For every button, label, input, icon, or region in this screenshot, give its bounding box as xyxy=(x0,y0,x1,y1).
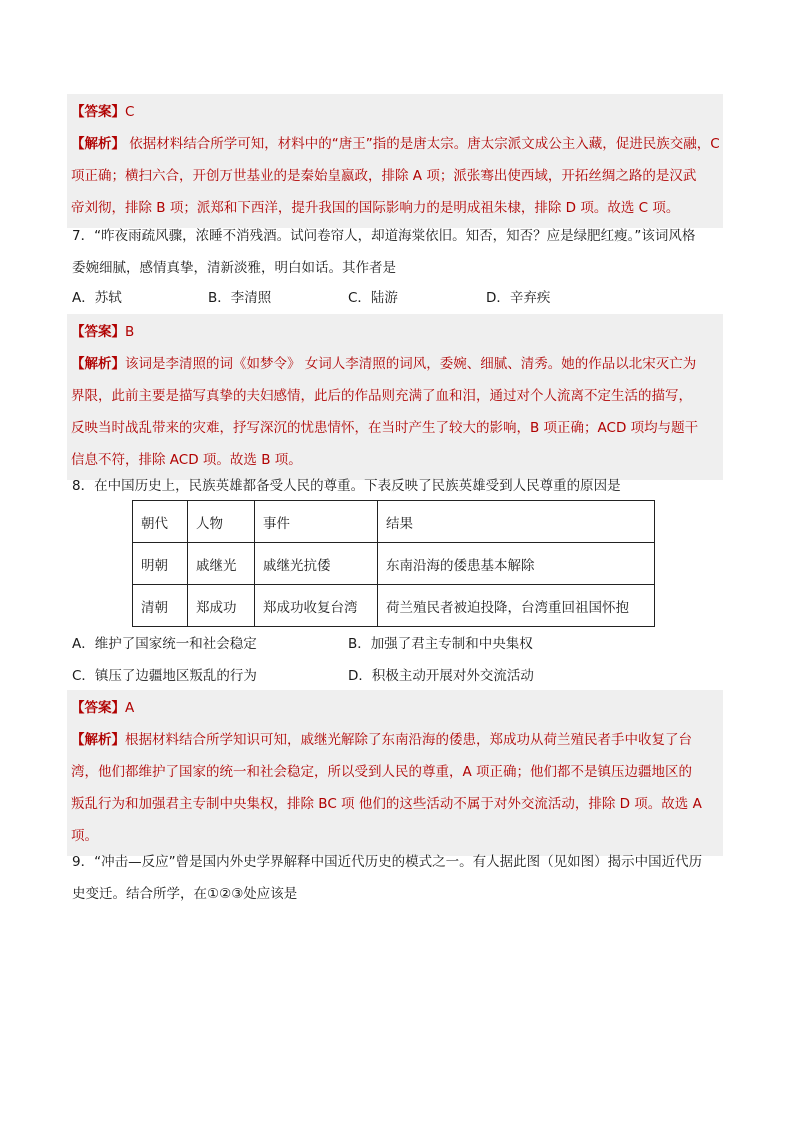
analysis-text: 根据材料结合所学知识可知，戚继光解除了东南沿海的倭患，郑成功从荷兰殖民者手中收复了台 xyxy=(125,732,692,748)
q7-analysis-line-3: 反映当时战乱带来的灾难，抒写深沉的忧患情怀，在当时产生了较大的影响，B 项正确；ACD 项均与题干 xyxy=(71,420,699,436)
q6-analysis-line-1 xyxy=(71,128,719,160)
table-row xyxy=(133,585,655,627)
q7-analysis-line-1 xyxy=(71,348,719,380)
table-cell: 东南沿海的倭患基本解除 xyxy=(378,543,655,585)
answer-tag: 【答案】 xyxy=(71,104,125,120)
q7-answer-line xyxy=(71,316,719,348)
answer-tag: 【答案】 xyxy=(71,700,125,716)
q7-stem xyxy=(72,220,724,284)
table-row xyxy=(133,543,655,585)
q6-answer-box xyxy=(67,94,723,228)
table-cell: 荷兰殖民者被迫投降，台湾重回祖国怀抱 xyxy=(378,585,655,627)
q6-analysis-line-2: 项正确；横扫六合，开创万世基业的是秦始皇嬴政，排除 A 项；派张骞出使西域，开拓丝绸之路的是汉武 xyxy=(71,168,697,184)
q8-stem-line: 8．在中国历史上，民族英雄都备受人民的尊重。下表反映了民族英雄受到人民尊重的原因是 xyxy=(72,478,621,494)
q7-answer-box xyxy=(67,314,723,480)
table-header-cell: 结果 xyxy=(378,501,655,543)
q8-table xyxy=(132,500,655,627)
q8-answer-line xyxy=(71,692,719,724)
q7-option-a[interactable]: A．苏轼 xyxy=(72,290,122,306)
answer-value: B xyxy=(125,324,135,340)
analysis-tag: 【解析】 xyxy=(71,732,125,748)
table-header-row xyxy=(133,501,655,543)
q8-stem xyxy=(72,470,724,502)
q7-stem-line-1: 7．“昨夜雨疏风骤，浓睡不消残酒。试问卷帘人，却道海棠依旧。知否，知否？应是绿肥红瘦。”该词风格 xyxy=(72,228,696,244)
q6-answer-line xyxy=(71,96,719,128)
q8-analysis-line-3: 叛乱行为和加强君主专制中央集权，排除 BC 项 他们的这些活动不属于对外交流活动，排除 D 项。故选 A xyxy=(71,796,702,812)
table-cell: 明朝 xyxy=(133,543,188,585)
q7-analysis-line-4: 信息不符，排除 ACD 项。故选 B 项。 xyxy=(71,452,302,468)
q8-analysis-line-4: 项。 xyxy=(71,828,98,844)
q8-options-row-1 xyxy=(72,628,724,660)
q7-analysis-line-2: 界限，此前主要是描写真挚的夫妇感情，此后的作品则充满了血和泪，通过对个人流离不定生活的描写， xyxy=(71,388,692,404)
table-header-cell: 人物 xyxy=(188,501,255,543)
analysis-text: 该词是李清照的词《如梦令》 女词人李清照的词风，委婉、细腻、清秀。她的作品以北宋灭亡为 xyxy=(125,356,697,372)
q8-option-a[interactable]: A．维护了国家统一和社会稳定 xyxy=(72,636,257,652)
answer-tag: 【答案】 xyxy=(71,324,125,340)
q7-option-c[interactable]: C．陆游 xyxy=(348,290,398,306)
q7-option-b[interactable]: B．李清照 xyxy=(208,290,272,306)
q7-stem-line-2: 委婉细腻，感情真挚，清新淡雅，明白如话。其作者是 xyxy=(72,260,396,276)
table-cell: 郑成功收复台湾 xyxy=(255,585,378,627)
q8-answer-box xyxy=(67,690,723,856)
q8-analysis-line-2: 湾，他们都维护了国家的统一和社会稳定，所以受到人民的尊重，A 项正确；他们都不是镇压边疆地区的 xyxy=(71,764,693,780)
table-header-cell: 事件 xyxy=(255,501,378,543)
answer-value: C xyxy=(125,104,135,120)
q7-options xyxy=(72,282,724,314)
analysis-tag: 【解析】 xyxy=(71,136,125,152)
q8-option-d[interactable]: D．积极主动开展对外交流活动 xyxy=(348,668,534,684)
q9-stem-line-1: 9．“冲击—反应”曾是国内外史学界解释中国近代历史的模式之一。有人据此图（见如图）揭示中国近代历 xyxy=(72,854,703,870)
q6-analysis-line-3: 帝刘彻，排除 B 项；派郑和下西洋，提升我国的国际影响力的是明成祖朱棣，排除 D 项。故选 C 项。 xyxy=(71,200,680,216)
table-header-cell: 朝代 xyxy=(133,501,188,543)
table-cell: 戚继光抗倭 xyxy=(255,543,378,585)
q8-analysis-line-1 xyxy=(71,724,719,756)
table-cell: 郑成功 xyxy=(188,585,255,627)
q9-stem xyxy=(72,846,724,910)
analysis-tag: 【解析】 xyxy=(71,356,125,372)
q7-option-d[interactable]: D．辛弃疾 xyxy=(486,290,551,306)
analysis-text: 依据材料结合所学可知，材料中的“唐王”指的是唐太宗。唐太宗派文成公主入藏，促进民族交融，C xyxy=(125,136,720,152)
q8-option-b[interactable]: B．加强了君主专制和中央集权 xyxy=(348,636,533,652)
answer-value: A xyxy=(125,700,135,716)
q8-options-row-2 xyxy=(72,660,724,692)
table-cell: 戚继光 xyxy=(188,543,255,585)
table-cell: 清朝 xyxy=(133,585,188,627)
q8-option-c[interactable]: C．镇压了边疆地区叛乱的行为 xyxy=(72,668,257,684)
q9-stem-line-2: 史变迁。结合所学，在①②③处应该是 xyxy=(72,886,298,902)
